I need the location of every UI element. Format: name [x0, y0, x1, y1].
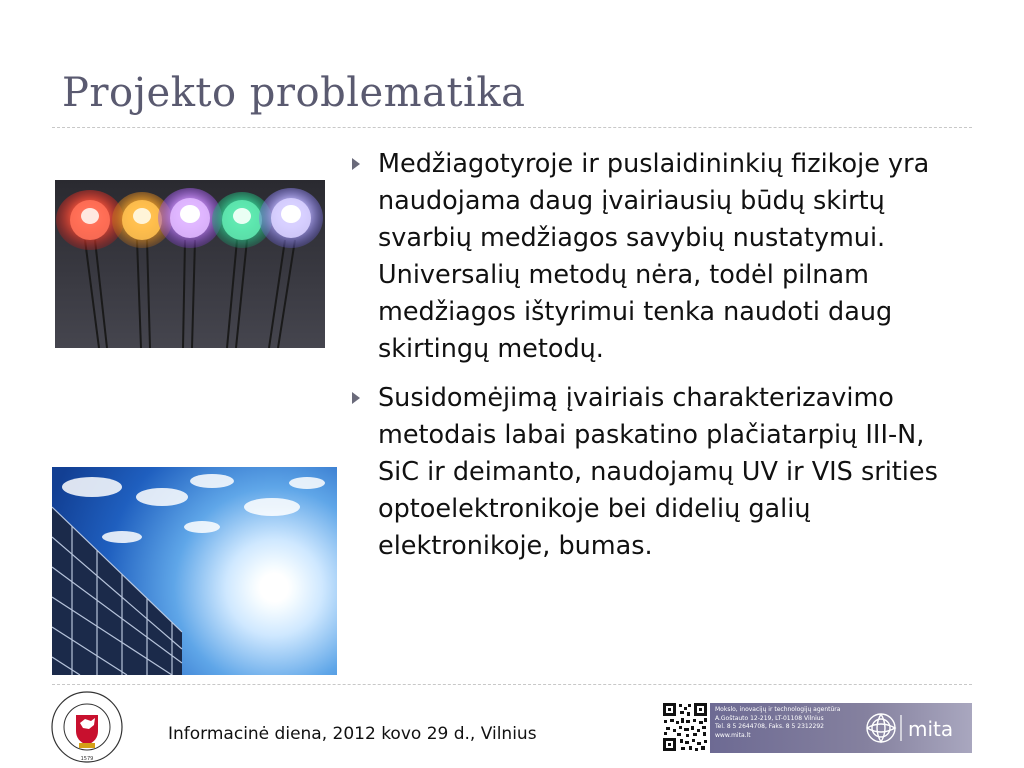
- mita-info-line: Tel. 8 5 2644708, Faks. 8 5 2312292: [715, 723, 824, 731]
- mita-logo: [862, 709, 962, 747]
- qr-code: [662, 702, 708, 752]
- solar-panel-photo: [52, 467, 337, 675]
- slide-title: Projekto problematika: [62, 70, 526, 116]
- bullet-text: Medžiagotyroje ir puslaidininkių fizikoje yra naudojama daug įvairiausių būdų skirtų svarbių medžiagos savybių nustatymui. Universalių metodų nėra, todėl pilnam medžiagos ištyrimui tenka naudoti daug skirtingų metodų.: [378, 149, 930, 364]
- mita-agency-card: [710, 703, 972, 753]
- led-photo: [55, 180, 325, 348]
- mita-contact-info: [715, 706, 840, 740]
- vilnius-university-logo: [46, 690, 128, 764]
- mita-brand-text: mita: [908, 717, 954, 741]
- title-divider: [52, 127, 972, 128]
- bullet-list: [352, 146, 972, 577]
- bullet-text: Susidomėjimą įvairiais charakterizavimo metodais labai paskatino plačiatarpių III-N, SiC ir deimanto, naudojamų UV ir VIS srities optoelektronikoje bei didelių galių elektronikoje, bumas.: [378, 383, 938, 561]
- bullet-item: [352, 146, 972, 368]
- mita-info-line: Mokslo, inovacijų ir technologijų agentūra: [715, 706, 841, 713]
- svg-text:1579: 1579: [80, 756, 94, 762]
- footer-text: Informacinė diena, 2012 kovo 29 d., Vilnius: [168, 724, 537, 744]
- footer-divider: [52, 684, 972, 685]
- bullet-arrow-icon: [352, 158, 360, 170]
- mita-info-line: A.Goštauto 12-219, LT-01108 Vilnius: [715, 714, 824, 722]
- bullet-item: [352, 380, 972, 565]
- bullet-arrow-icon: [352, 392, 360, 404]
- mita-info-line: www.mita.lt: [715, 731, 751, 739]
